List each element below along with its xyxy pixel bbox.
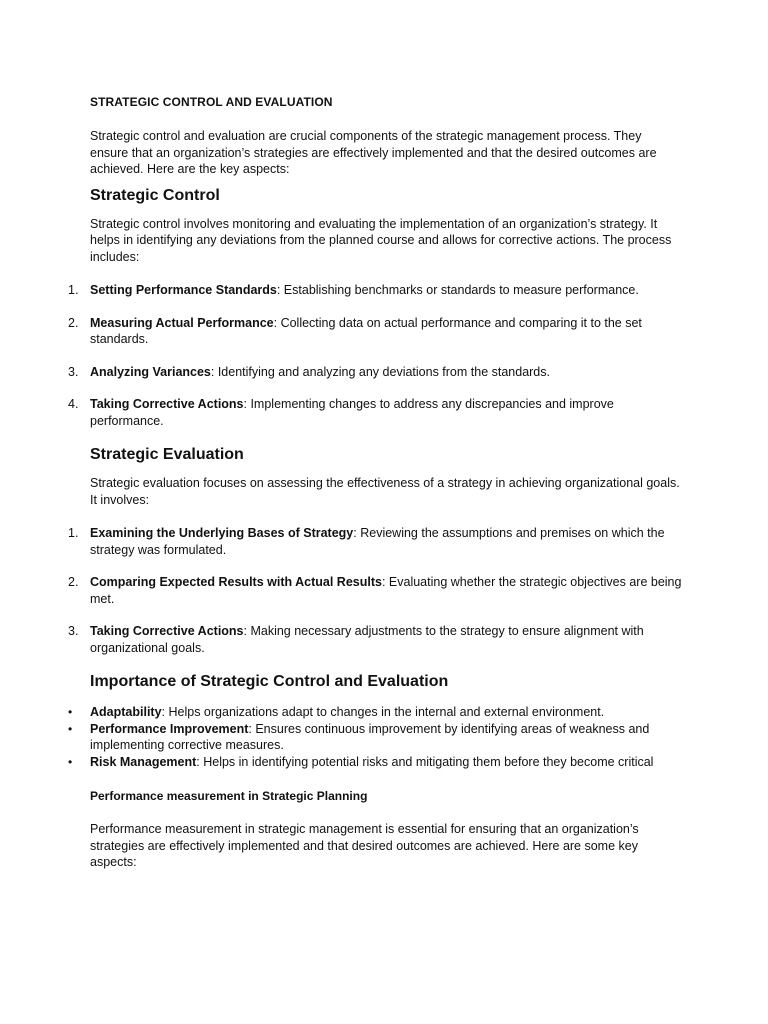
list-item: [68, 754, 682, 771]
list-text: : Making necessary adjustments to the strategy to ensure alignment with organizational goals.: [90, 624, 644, 655]
list-item: [68, 721, 682, 754]
list-term: Measuring Actual Performance: [90, 315, 274, 330]
intro-paragraph: Strategic control and evaluation are crucial components of the strategic management process. They ensure that an organization’s strategies are effectively implemented and that the desired outcomes are achieved. Here are the key aspects:: [90, 129, 657, 176]
list-item: [68, 704, 682, 721]
strategic-control-list: [68, 282, 682, 429]
performance-measurement-paragraph: Performance measurement in strategic management is essential for ensuring that an organization’s strategies are effectively implemented and that desired outcomes are achieved. Here are some key aspects:: [90, 822, 639, 869]
list-number: 3.: [68, 624, 79, 638]
list-text: : Establishing benchmarks or standards to measure performance.: [276, 283, 639, 297]
list-text: : Helps in identifying potential risks and mitigating them before they become critical: [196, 754, 654, 769]
strategic-control-heading: Strategic Control: [90, 186, 220, 204]
bullet-icon: •: [68, 705, 73, 719]
list-text: : Identifying and analyzing any deviations from the standards.: [210, 364, 550, 379]
list-item: [68, 623, 682, 656]
list-term: Adaptability: [90, 705, 162, 719]
performance-measurement-title: Performance measurement in Strategic Planning: [90, 789, 368, 803]
list-text: : Helps organizations adapt to changes in the internal and external environment.: [161, 705, 605, 719]
list-term: Setting Performance Standards: [90, 283, 277, 297]
list-text: : Reviewing the assumptions and premises on which the strategy was formulated.: [90, 526, 665, 557]
list-term: Risk Management: [90, 754, 197, 769]
strategic-evaluation-list: [68, 525, 682, 656]
list-text: : Implementing changes to address any discrepancies and improve performance.: [90, 397, 614, 428]
list-item: [68, 315, 682, 348]
bullet-icon: •: [68, 721, 73, 736]
list-item: [68, 396, 682, 429]
list-term: Examining the Underlying Bases of Strategy: [90, 526, 354, 540]
list-number: 2.: [68, 575, 79, 589]
importance-list: [68, 704, 682, 770]
list-text: : Evaluating whether the strategic objectives are being met.: [90, 575, 682, 606]
list-text: : Ensures continuous improvement by identifying areas of weakness and implementing corrective measures.: [90, 721, 650, 752]
list-text: : Collecting data on actual performance and comparing it to the set standards.: [90, 315, 642, 346]
importance-heading: Importance of Strategic Control and Evaluation: [90, 673, 449, 690]
document-content: [68, 94, 682, 871]
list-number: 4.: [68, 397, 79, 411]
list-term: Analyzing Variances: [90, 364, 211, 379]
bullet-icon: •: [68, 754, 73, 769]
list-number: 2.: [68, 315, 79, 330]
list-item: [68, 282, 682, 299]
list-number: 1.: [68, 283, 79, 297]
strategic-control-paragraph: Strategic control involves monitoring and evaluating the implementation of an organization’s strategy. It helps in identifying any deviations from the planned course and allows for corrective actions. The process includes:: [90, 216, 672, 264]
list-term: Taking Corrective Actions: [90, 397, 244, 411]
list-number: 1.: [68, 526, 79, 540]
strategic-evaluation-paragraph: Strategic evaluation focuses on assessing the effectiveness of a strategy in achieving organizational goals. It involves:: [90, 476, 680, 507]
list-number: 3.: [68, 364, 79, 379]
list-item: [68, 574, 682, 607]
strategic-evaluation-heading: Strategic Evaluation: [90, 446, 244, 463]
list-item: [68, 525, 682, 558]
list-term: Comparing Expected Results with Actual Results: [90, 575, 382, 589]
document-title: STRATEGIC CONTROL AND EVALUATION: [90, 95, 333, 109]
list-term: Performance Improvement: [90, 721, 249, 736]
list-term: Taking Corrective Actions: [90, 624, 244, 638]
list-item: [68, 364, 682, 381]
